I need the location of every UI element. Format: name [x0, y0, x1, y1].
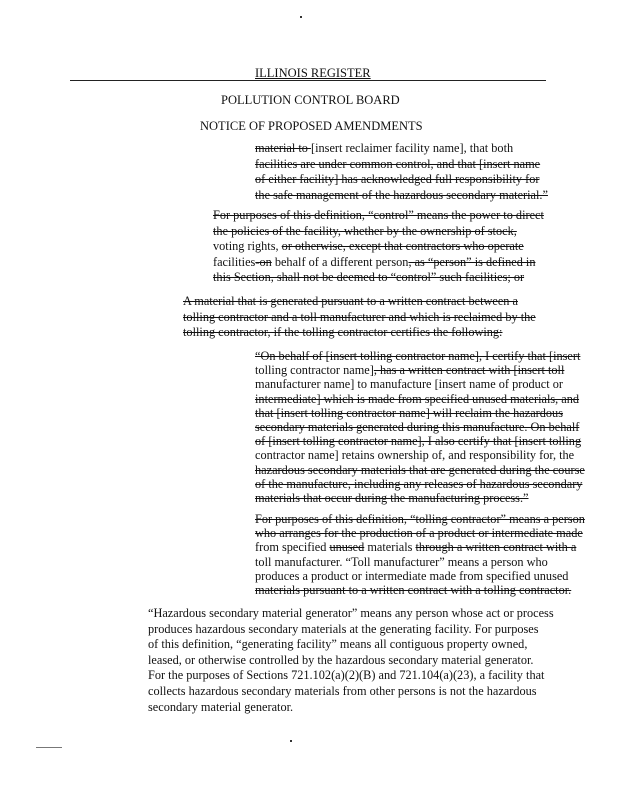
- text-line: [255, 377, 585, 391]
- text-line: [148, 700, 554, 716]
- struck-text: pursuant to a written contract with a tolling contractor.: [300, 582, 572, 597]
- text-segment: produces hazardous secondary materials at the generating facility. For purposes: [148, 621, 539, 636]
- struck-text: “On behalf of [insert tolling contractor name], I certify that [insert: [255, 349, 581, 363]
- struck-text: this Section, shall not be deemed to “control” such facilities; or: [213, 270, 525, 285]
- text-line: [255, 420, 585, 434]
- struck-text: that [insert tolling contractor name] will reclaim the hazardous: [255, 405, 563, 420]
- text-line: [255, 463, 585, 477]
- text-line: [255, 406, 585, 420]
- text-line: [255, 172, 548, 188]
- struck-text: of the manufacture, including any releases of hazardous secondary: [255, 476, 583, 491]
- text-line: [213, 224, 544, 240]
- text-line: [213, 270, 544, 286]
- struck-text: tolling contractor and a toll manufacturer and which is reclaimed by the: [183, 309, 536, 324]
- text-line: [255, 448, 585, 462]
- text-line: [255, 491, 585, 505]
- struck-text: tolling contractor, if the tolling contractor certifies the following:: [183, 325, 503, 340]
- text-line: [255, 540, 585, 554]
- paragraph-reclaimer-certification: [255, 141, 548, 203]
- notice-title: NOTICE OF PROPOSED AMENDMENTS: [200, 119, 423, 133]
- paragraph-tolling-material: [183, 294, 536, 341]
- text-segment: manufacturer name] to manufacture [insert name of product or: [255, 377, 563, 392]
- paragraph-tolling-certification: [255, 349, 585, 505]
- paragraph-control-definition: [213, 208, 544, 286]
- text-line: [148, 653, 554, 669]
- text-segment: toll manufacturer. “Toll manufacturer” means a person who: [255, 554, 548, 569]
- text-segment: “Hazardous secondary material generator” means any person whose act or process: [148, 606, 554, 620]
- text-line: [255, 512, 585, 526]
- text-segment: secondary material generator.: [148, 699, 294, 714]
- text-line: [148, 622, 554, 638]
- text-line: [255, 569, 585, 583]
- struck-text: of either facility] has acknowledged full responsibility for: [255, 172, 540, 187]
- struck-text: , as “person” is defined in: [408, 254, 536, 269]
- struck-text: through a written contract with a: [415, 540, 577, 555]
- text-segment: facilities: [213, 254, 256, 269]
- struck-text: For purposes of this definition, “tolling contractor” means a person: [255, 512, 585, 526]
- text-line: [255, 583, 585, 597]
- text-segment: behalf of a different person: [271, 254, 409, 269]
- struck-text: the policies of the facility, whether by the ownership of stock,: [213, 223, 517, 238]
- scan-speck: [300, 16, 302, 18]
- text-line: [213, 208, 544, 224]
- text-line: [255, 477, 585, 491]
- board-title: POLLUTION CONTROL BOARD: [221, 93, 400, 107]
- text-segment: leased, or otherwise controlled by the hazardous secondary material generator.: [148, 652, 534, 667]
- struck-text: materials that occur during the manufacturing process.”: [255, 490, 529, 505]
- text-line: [148, 668, 554, 684]
- struck-text: A material that is generated pursuant to a written contract between a: [183, 294, 518, 308]
- text-line: [255, 349, 585, 363]
- text-line: [148, 606, 554, 622]
- text-line: [183, 310, 536, 326]
- text-line: [148, 684, 554, 700]
- struck-text: material to: [255, 141, 311, 155]
- text-line: [213, 239, 544, 255]
- struck-text: the safe management of the hazardous secondary material.”: [255, 187, 548, 202]
- text-segment: of this definition, “generating facility” means all contiguous property owned,: [148, 637, 528, 652]
- struck-text: secondary materials generated during this manufacture. On behalf: [255, 419, 580, 434]
- text-segment: voting rights,: [213, 239, 282, 254]
- text-line: [255, 434, 585, 448]
- struck-text: intermediate] which is made from specified unused materials, and: [255, 391, 580, 406]
- text-line: [255, 157, 548, 173]
- text-segment: [insert reclaimer facility name], that both: [311, 141, 514, 155]
- scan-mark: [36, 747, 62, 748]
- text-segment: from specified: [255, 540, 330, 555]
- header-rule: [70, 80, 546, 81]
- text-line: [255, 555, 585, 569]
- text-line: [255, 392, 585, 406]
- text-segment: tolling contractor name]: [255, 363, 374, 378]
- struck-text: who arranges for the production of a product or intermediate made: [255, 526, 583, 541]
- text-segment: contractor name] retains ownership of, and responsibility for, the: [255, 448, 575, 463]
- text-segment: For the purposes of Sections 721.102(a)(2)(B) and 721.104(a)(23), a facility that: [148, 668, 545, 683]
- paragraph-generator-definition: [148, 606, 554, 715]
- text-line: [255, 526, 585, 540]
- struck-text: materials: [255, 582, 301, 597]
- text-line: [255, 141, 548, 157]
- paragraph-tolling-contractor-definition: [255, 512, 585, 597]
- register-title: ILLINOIS REGISTER: [255, 66, 371, 80]
- text-line: [183, 294, 536, 310]
- text-segment: collects hazardous secondary materials from other persons is not the hazardous: [148, 683, 537, 698]
- text-segment: produces a product or intermediate made from specified unused: [255, 568, 569, 583]
- struck-text: of [insert tolling contractor name], I also certify that [insert tolling: [255, 434, 582, 449]
- text-line: [183, 325, 536, 341]
- struck-text: facilities are under common control, and that [insert name: [255, 156, 541, 171]
- struck-text: -on: [255, 254, 272, 269]
- text-line: [255, 188, 548, 204]
- text-line: [255, 363, 585, 377]
- struck-text: hazardous secondary materials that are generated during the course: [255, 462, 585, 477]
- struck-text: For purposes of this definition, “control” means the power to direct: [213, 208, 544, 222]
- text-line: [148, 637, 554, 653]
- struck-text: , has a written contract with [insert toll: [373, 363, 565, 378]
- text-line: [213, 255, 544, 271]
- scan-speck: [290, 740, 292, 742]
- struck-text: or otherwise, except that contractors who operate: [281, 239, 524, 254]
- struck-text: unused: [329, 540, 365, 555]
- text-segment: materials: [364, 540, 416, 555]
